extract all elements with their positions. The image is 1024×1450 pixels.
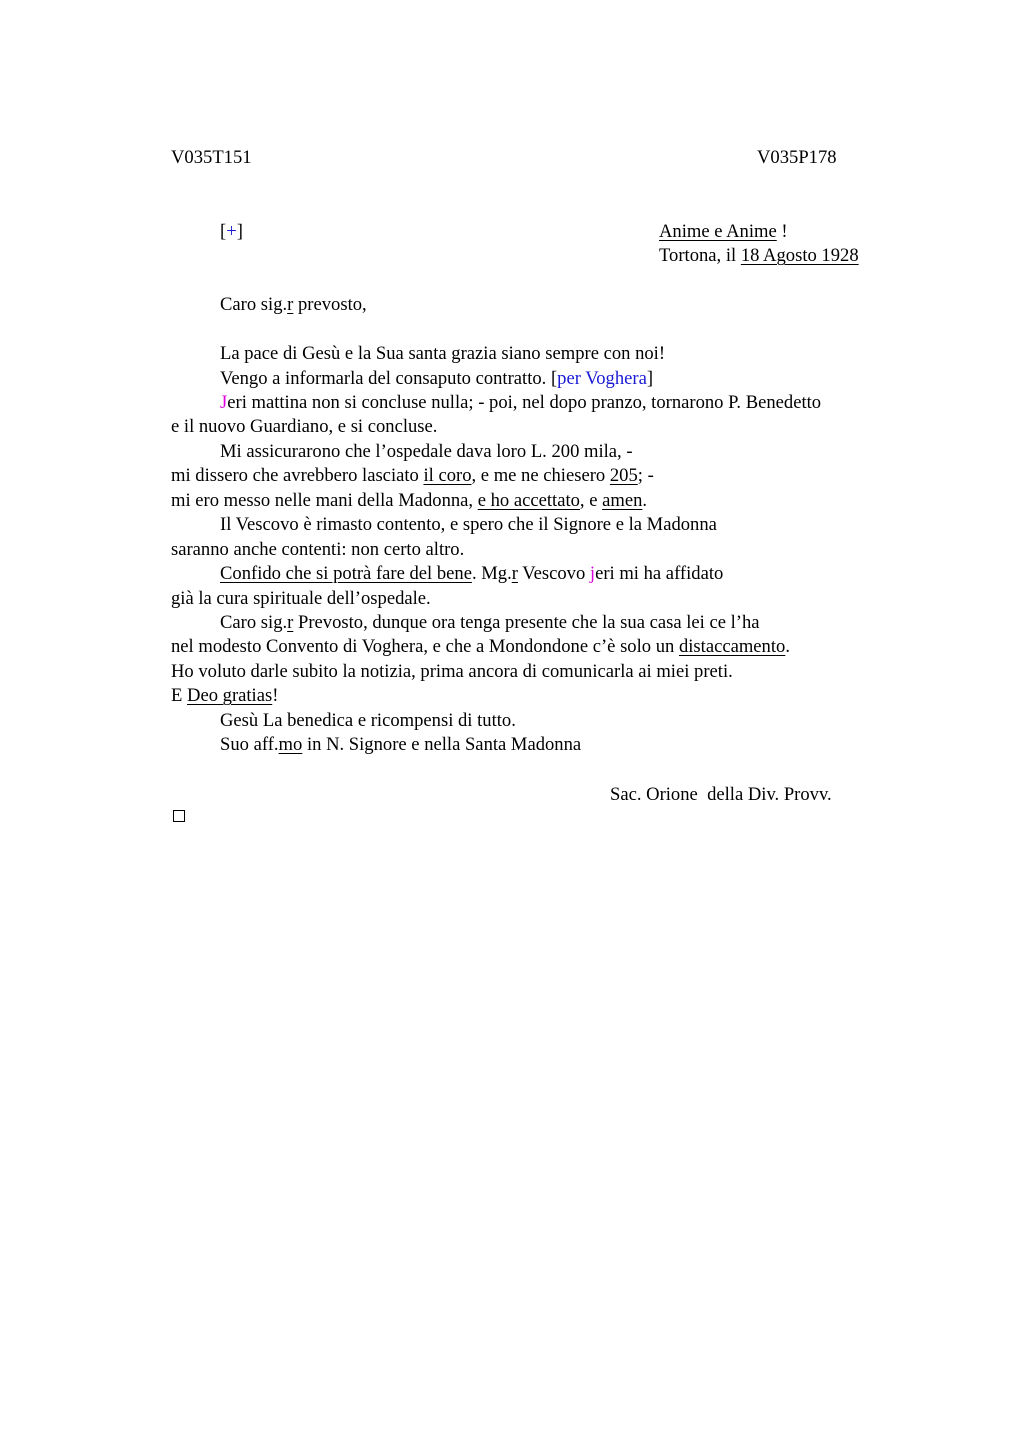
motto-suffix: ! [776, 221, 788, 242]
body-line-4: e il nuovo Guardiano, e si concluse. [171, 416, 438, 437]
body-line-7-c: . [642, 490, 648, 511]
greeting-part-a: Caro sig. [220, 294, 288, 315]
body-line-1: La pace di Gesù e la Sua santa grazia siano sempre con noi! [220, 343, 666, 364]
underlined-amen: amen [602, 490, 643, 511]
body-line-8: Il Vescovo è rimasto contento, e spero che il Signore e la Madonna [220, 514, 717, 535]
closing-b: in N. Signore e nella Santa Madonna [302, 734, 582, 755]
body-line-13-a: nel modesto Convento di Voghera, e che a Mondondone c’è solo un [171, 636, 679, 657]
body-line-6 [171, 464, 654, 489]
body-line-2-close: ] [646, 368, 654, 389]
body-line-10 [220, 562, 723, 587]
body-line-13-b: . [785, 636, 790, 657]
greeting-superscript-r: r [287, 294, 294, 315]
cross-sign: + [226, 221, 237, 242]
motto: Anime e Anime [659, 221, 777, 242]
header-left-code: V035T151 [171, 147, 252, 168]
underlined-coro: il coro [423, 465, 472, 486]
closing-a: Suo aff. [220, 734, 279, 755]
magenta-initial: J [220, 392, 228, 413]
header-right-code: V035P178 [757, 147, 837, 168]
underlined-205: 205 [609, 465, 638, 486]
end-box-icon [173, 810, 185, 822]
body-line-12-b: Prevosto, dunque ora tenga presente che la sua casa lei ce l’ha [293, 612, 760, 633]
editorial-note: per Voghera [557, 368, 647, 389]
motto-line [659, 220, 788, 245]
underlined-accettato: e ho accettato [477, 490, 580, 511]
letter-date: 18 Agosto 1928 [740, 245, 859, 266]
body-line-10-superscript-r: r [511, 563, 518, 584]
body-line-3-text: eri mattina non si concluse nulla; - poi, nel dopo pranzo, tornarono P. Benedetto [227, 392, 822, 413]
body-line-11: già la cura spirituale dell’ospedale. [171, 588, 431, 609]
body-line-15-b: ! [272, 685, 279, 706]
body-line-7-b: , e [579, 490, 603, 511]
closing-superscript-mo: mo [278, 734, 303, 755]
cross-bracket-open: [ [220, 221, 227, 242]
closing-line [220, 733, 581, 758]
place: Tortona, il [659, 245, 741, 266]
body-line-3 [220, 391, 821, 416]
underlined-distaccamento: distaccamento [678, 636, 786, 657]
body-line-7 [171, 489, 647, 514]
body-line-6-a: mi dissero che avrebbero lasciato [171, 465, 424, 486]
underlined-deo-gratias: Deo gratias [187, 685, 273, 706]
body-line-5: Mi assicurarono che l’ospedale dava loro L. 200 mila, - [220, 441, 633, 462]
body-line-2-text: Vengo a informarla del consaputo contratto. [ [220, 368, 558, 389]
body-line-15 [171, 684, 278, 709]
body-line-10-b: Vescovo [517, 563, 590, 584]
body-line-10-c: eri mi ha affidato [595, 563, 724, 584]
greeting [220, 293, 367, 318]
body-line-12-a: Caro sig. [220, 612, 288, 633]
body-line-13 [171, 635, 790, 660]
body-line-6-c: ; - [637, 465, 654, 486]
greeting-part-b: prevosto, [293, 294, 367, 315]
body-line-6-b: , e me ne chiesero [471, 465, 610, 486]
body-line-14: Ho voluto darle subito la notizia, prima ancora di comunicarla ai miei preti. [171, 661, 733, 682]
body-line-15-a: E [171, 685, 188, 706]
body-line-7-a: mi ero messo nelle mani della Madonna, [171, 490, 478, 511]
cross-mark [220, 220, 243, 245]
body-line-9: saranno anche contenti: non certo altro. [171, 539, 465, 560]
blessing-line: Gesù La benedica e ricompensi di tutto. [220, 710, 516, 731]
cross-bracket-close: ] [236, 221, 243, 242]
body-line-10-a: . Mg. [471, 563, 512, 584]
body-line-2 [220, 367, 653, 392]
body-line-12-superscript-r: r [287, 612, 294, 633]
signature: Sac. Orione della Div. Provv. [610, 784, 832, 805]
magenta-j: j [589, 563, 596, 584]
place-date-line [659, 244, 859, 269]
underlined-confido: Confido che si potrà fare del bene [220, 563, 472, 584]
body-line-12 [220, 611, 760, 636]
